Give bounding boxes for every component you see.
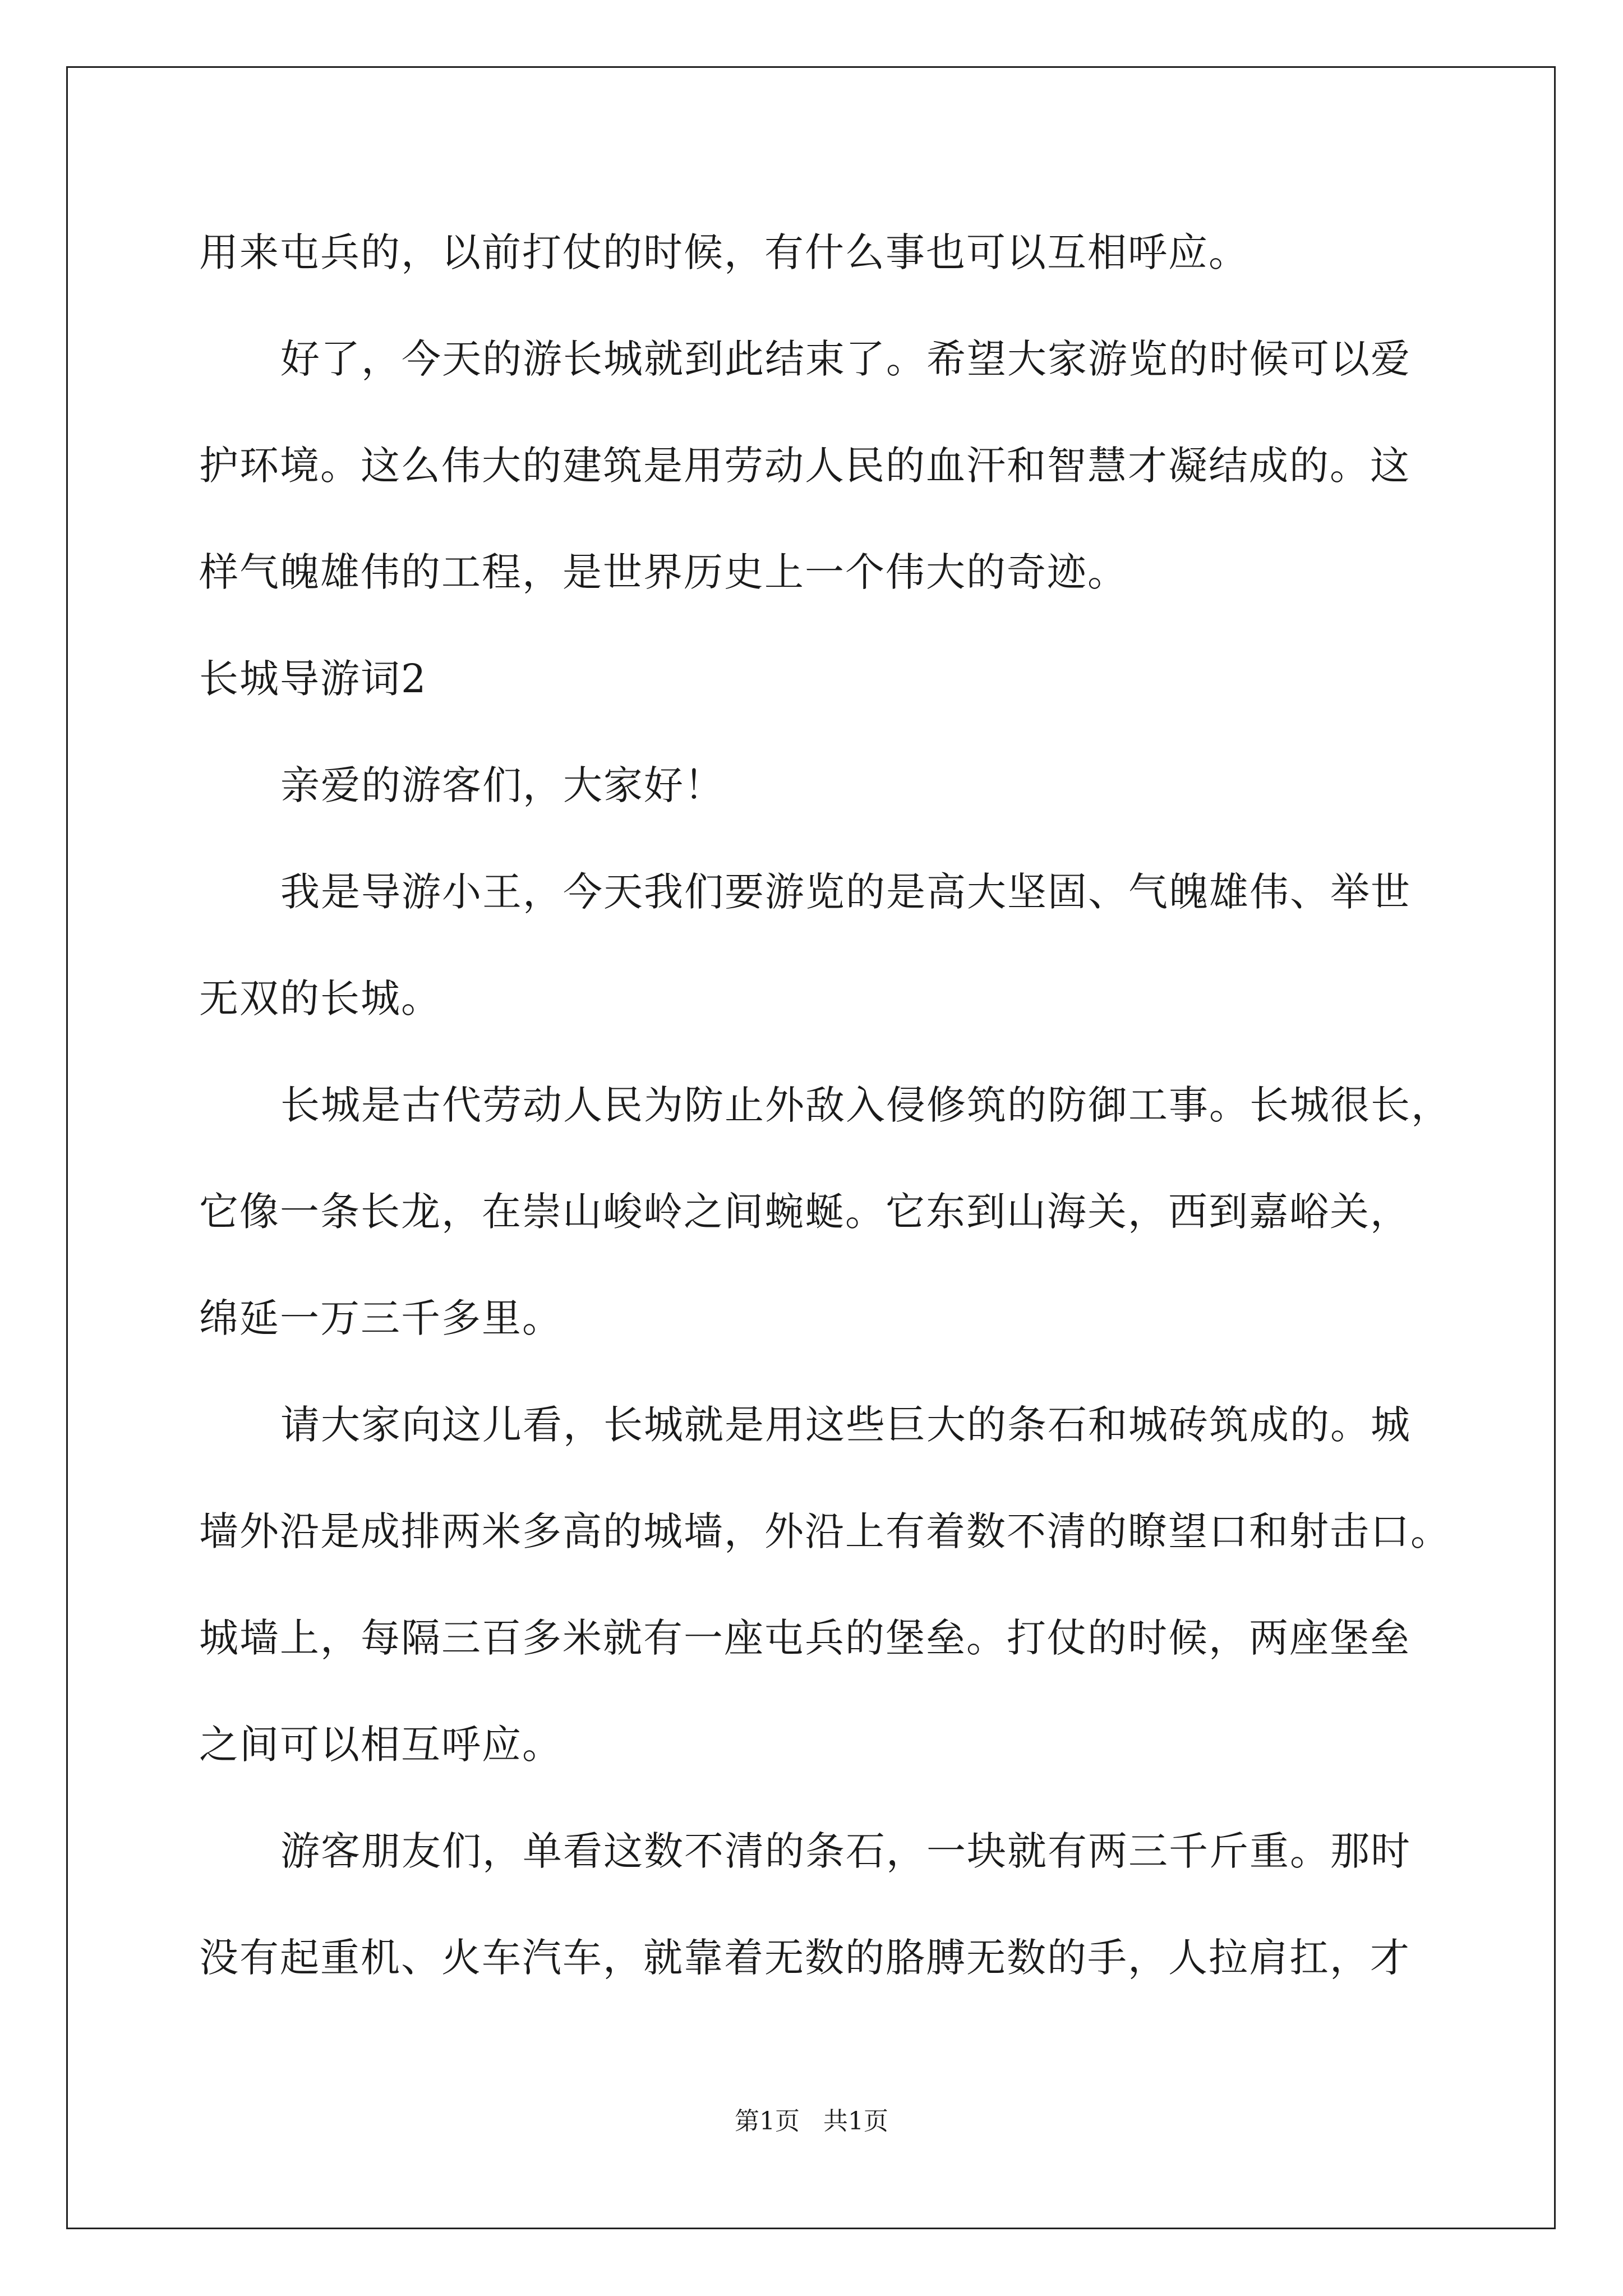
page-border <box>66 66 1556 2229</box>
body-line: 好了，今天的游长城就到此结束了。希望大家游览的时候可以爱 <box>280 336 1411 382</box>
body-line: 样气魄雄伟的工程，是世界历史上一个伟大的奇迹。 <box>199 549 1128 595</box>
body-line: 墙外沿是成排两米多高的城墙，外沿上有着数不清的瞭望口和射击口。 <box>199 1508 1451 1554</box>
section-heading: 长城导游词2 <box>199 656 427 702</box>
body-line: 绵延一万三千多里。 <box>199 1295 562 1341</box>
body-line: 请大家向这儿看，长城就是用这些巨大的条石和城砖筑成的。城 <box>280 1402 1411 1448</box>
page-footer: 第1页 共1页 <box>735 2107 888 2136</box>
body-line: 无双的长城。 <box>199 976 441 1022</box>
body-line: 它像一条长龙，在崇山峻岭之间蜿蜒。它东到山海关，西到嘉峪关， <box>199 1189 1410 1235</box>
body-line: 长城是古代劳动人民为防止外敌入侵修筑的防御工事。长城很长， <box>280 1082 1451 1128</box>
body-line: 我是导游小王，今天我们要游览的是高大坚固、气魄雄伟、举世 <box>280 869 1411 915</box>
body-line: 用来屯兵的，以前打仗的时候，有什么事也可以互相呼应。 <box>199 229 1249 275</box>
body-line: 之间可以相互呼应。 <box>199 1722 562 1768</box>
body-line: 护环境。这么伟大的建筑是用劳动人民的血汗和智慧才凝结成的。这 <box>199 443 1410 489</box>
body-line: 游客朋友们，单看这数不清的条石，一块就有两三千斤重。那时 <box>280 1828 1411 1874</box>
body-line: 城墙上，每隔三百多米就有一座屯兵的堡垒。打仗的时候，两座堡垒 <box>199 1615 1410 1661</box>
body-line: 没有起重机、火车汽车，就靠着无数的胳膊无数的手，人拉肩扛，才 <box>199 1935 1410 1981</box>
body-line: 亲爱的游客们，大家好！ <box>280 762 725 808</box>
